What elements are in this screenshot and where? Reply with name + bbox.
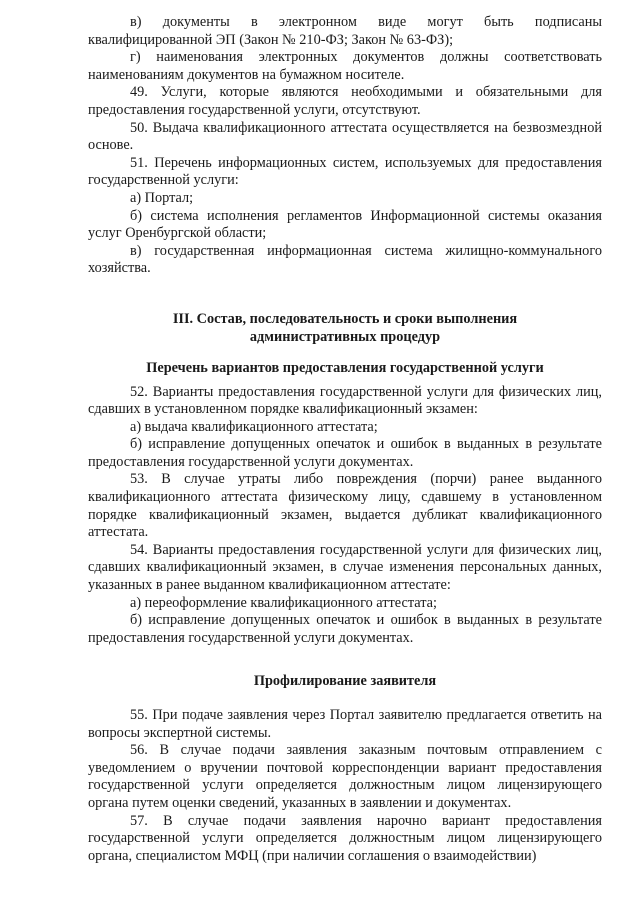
list-item-portal: а) Портал; <box>130 189 194 206</box>
paragraph-item-v-electronic-signature: в) документы в электронном виде могут быть подписаны квалифицированной ЭП (Закон № 210-ФЗ; Закон № 63-ФЗ); <box>88 14 602 48</box>
paragraph-56: 56. В случае подачи заявления заказным почтовым отправлением с уведомлением о вручении почтовой корреспонденции вариант предоставления государственной услуги определяется должностным лицом лицензирующего органа путем оценки сведений, указанных в заявлении и документах. <box>88 742 602 811</box>
paragraph-item-g-document-names: г) наименования электронных документов должны соответствовать наименованиям документов на бумажном носителе. <box>88 49 602 83</box>
paragraph-53: 53. В случае утраты либо повреждения (порчи) ранее выданного квалификационного аттестата физическому лицу, сдавшему в установленном порядке квалификационный экзамен, выдается дубликат квалификационного аттестата. <box>88 471 602 541</box>
list-item-reissue-certificate: а) переоформление квалификационного аттестата; <box>130 594 437 611</box>
paragraph-49: 49. Услуги, которые являются необходимыми и обязательными для предоставления государственной услуги, отсутствуют. <box>88 84 602 118</box>
paragraph-55: 55. При подаче заявления через Портал заявителю предлагается ответить на вопросы экспертной системы. <box>88 707 602 741</box>
paragraph-52: 52. Варианты предоставления государственной услуги для физических лиц, сдавших в установленном порядке квалификационный экзамен: <box>88 383 602 418</box>
section-title-line-2: административных процедур <box>249 328 441 345</box>
section-title-line-1: III. Состав, последовательность и сроки выполнения <box>172 310 518 327</box>
paragraph-50: 50. Выдача квалификационного аттестата осуществляется на безвозмездной основе. <box>88 119 602 154</box>
section-title <box>88 310 602 346</box>
list-item-correct-errors: б) исправление допущенных опечаток и ошибок в выданных в результате предоставления государственной услуги документах. <box>88 436 602 470</box>
list-item-correct-errors-2: б) исправление допущенных опечаток и ошибок в выданных в результате предоставления государственной услуги документах. <box>88 612 602 646</box>
list-item-issue-certificate: а) выдача квалификационного аттестата; <box>130 418 378 435</box>
list-item-gis-housing: в) государственная информационная система жилищно-коммунального хозяйства. <box>88 242 602 277</box>
profiling-heading: Профилирование заявителя <box>253 673 437 690</box>
paragraph-57: 57. В случае подачи заявления нарочно вариант предоставления государственной услуги определяется должностным лицом лицензирующего органа, специалистом МФЦ (при наличии соглашения о взаимодействии) <box>88 812 602 864</box>
paragraph-51: 51. Перечень информационных систем, используемых для предоставления государственной услуги: <box>88 154 602 189</box>
paragraph-54: 54. Варианты предоставления государственной услуги для физических лиц, сдавших квалификационный экзамен, в случае изменения персональных данных, указанных в ранее выданном квалификационном аттестате: <box>88 541 602 594</box>
variants-heading: Перечень вариантов предоставления государственной услуги <box>146 359 544 376</box>
list-item-regulations-system: б) система исполнения регламентов Информационной системы оказания услуг Оренбургской области; <box>88 207 602 242</box>
document-body <box>88 14 602 865</box>
